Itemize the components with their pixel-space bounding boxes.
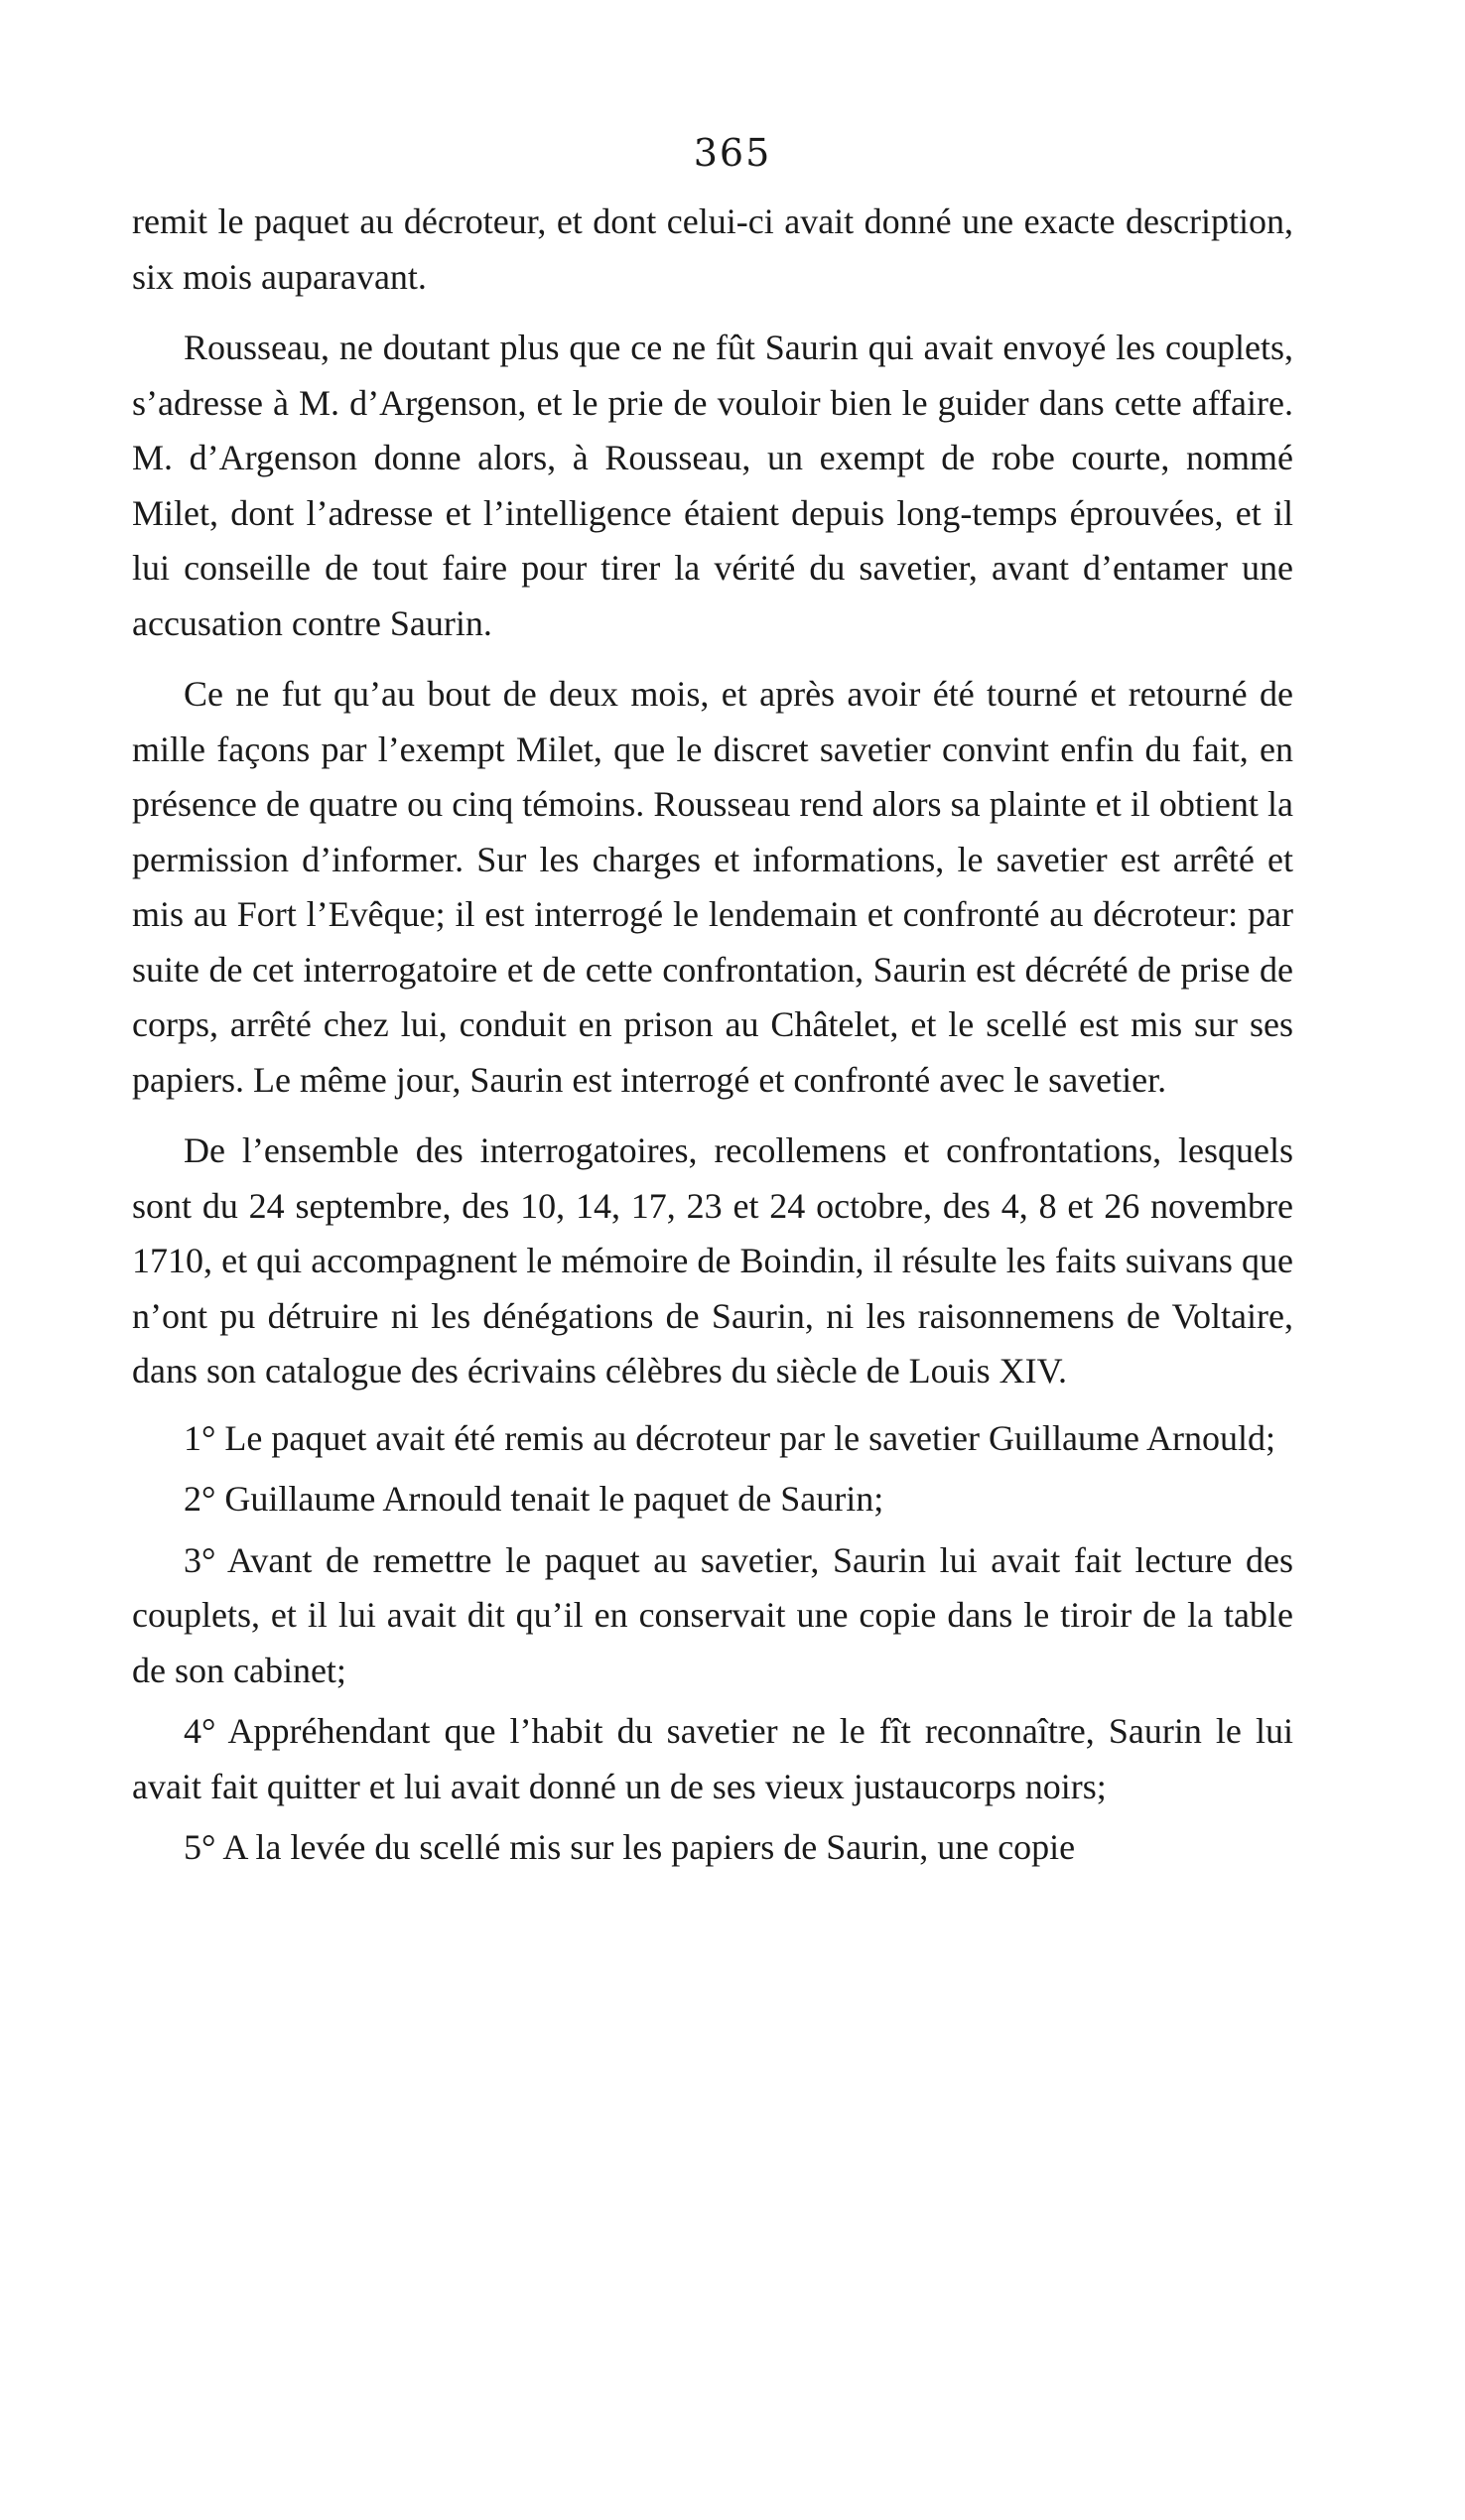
body-text [132,195,1293,1876]
paragraph-continuation: remit le paquet au décroteur, et dont celui-ci avait donné une exacte description, six mois auparavant. [132,201,1293,297]
list-item-3: 3° Avant de remettre le paquet au savetier, Saurin lui avait fait lecture des couplets, et il lui avait dit qu’il en conservait une copie dans le tiroir de la table de son cabinet; [132,1539,1293,1690]
list-item-1: 1° Le paquet avait été remis au décroteur par le savetier Guillaume Arnould; [184,1417,1275,1458]
list-item-5: 5° A la levée du scellé mis sur les papiers de Saurin, une copie [184,1827,1076,1867]
list-item-2: 2° Guillaume Arnould tenait le paquet de Saurin; [184,1479,884,1519]
page-number: 365 [693,131,772,175]
paragraph-deux-mois: Ce ne fut qu’au bout de deux mois, et après avoir été tourné et retourné de mille façons par l’exempt Milet, que le discret savetier convint enfin du fait, en présence de quatre ou cinq témoins. Rousseau rend alors sa plainte et il obtient la permission d’informer. Sur les charges et informations, le savetier est arrêté et mis au Fort l’Evêque; il est interrogé le lendemain et confronté au décroteur: par suite de cet interrogatoire et de cette confrontation, Saurin est décrété de prise de corps, arrêté chez lui, conduit en prison au Châtelet, et le scellé est mis sur ses papiers. Le même jour, Saurin est interrogé et confronté avec le savetier. [132,674,1293,1100]
paragraph-ensemble: De l’ensemble des interrogatoires, recollemens et confrontations, lesquels sont du 24 septembre, des 10, 14, 17, 23 et 24 octobre, des 4, 8 et 26 novembre 1710, et qui accompagnent le mémoire de Boindin, il résulte les faits suivans que n’ont pu détruire ni les dénégations de Saurin, ni les raisonnemens de Voltaire, dans son catalogue des écrivains célèbres du siècle de Louis XIV. [132,1130,1293,1391]
paragraph-rousseau: Rousseau, ne doutant plus que ce ne fût Saurin qui avait envoyé les couplets, s’adresse à M. d’Argenson, et le prie de vouloir bien le guider dans cette affaire. M. d’Argenson donne alors, à Rousseau, un exempt de robe courte, nommé Milet, dont l’adresse et l’intelligence étaient depuis long-temps éprouvées, et il lui conseille de tout faire pour tirer la vérité du savetier, avant d’entamer une accusation contre Saurin. [132,328,1293,643]
list-item-4: 4° Appréhendant que l’habit du savetier ne le fît reconnaître, Saurin le lui avait fait quitter et lui avait donné un de ses vieux justaucorps noirs; [132,1711,1293,1806]
